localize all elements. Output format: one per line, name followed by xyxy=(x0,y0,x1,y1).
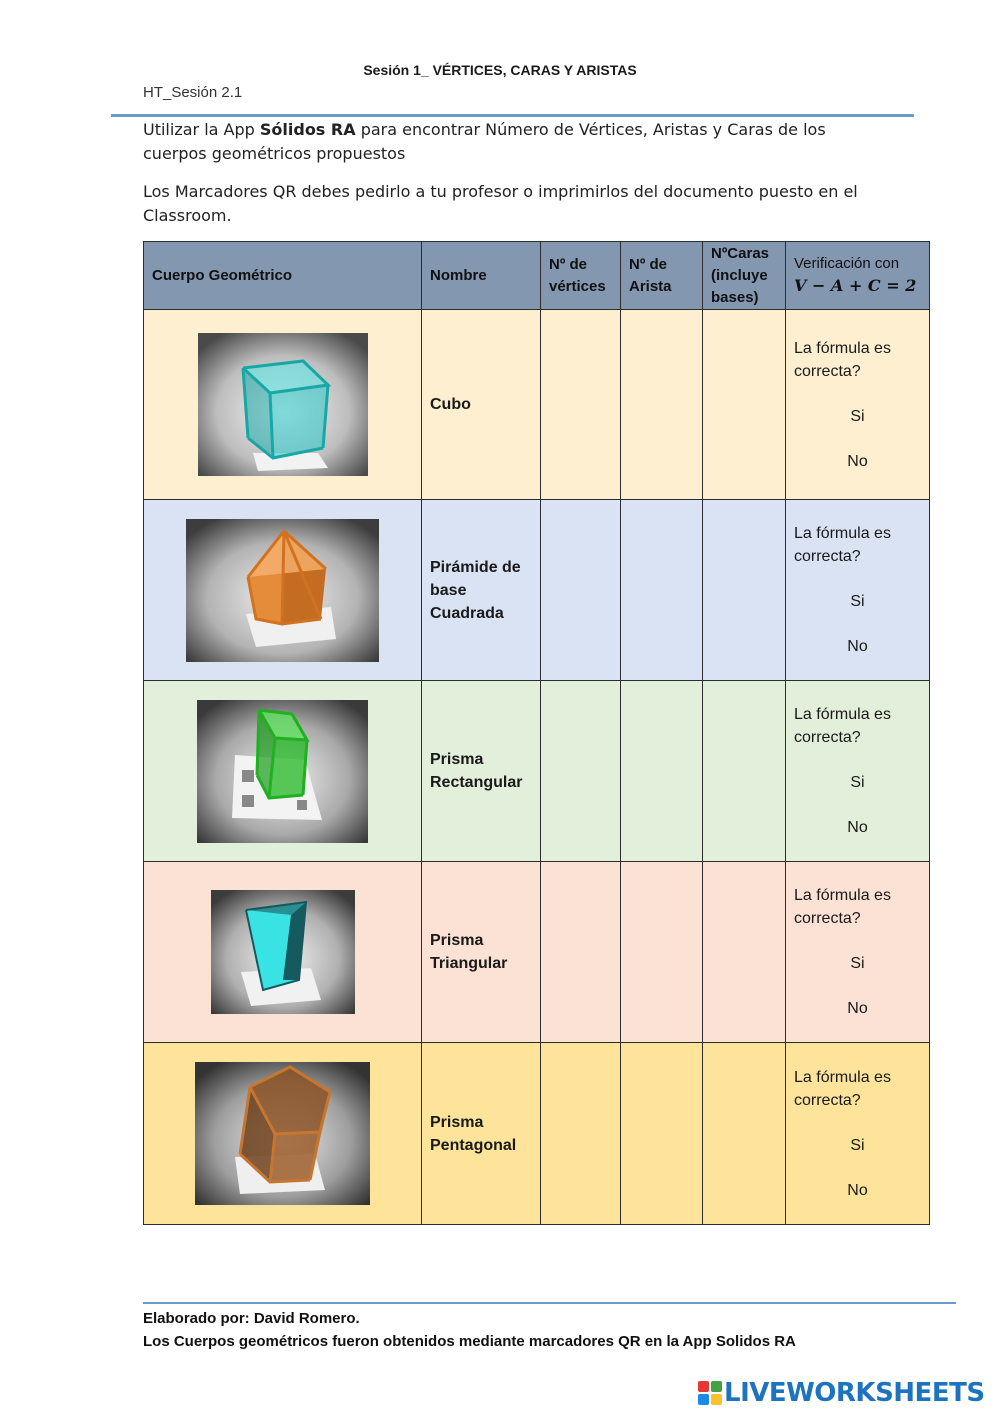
verification-question: La fórmula es correcta? xyxy=(794,339,891,380)
aristas-answer-cell[interactable] xyxy=(621,1043,703,1225)
header-cuerpo: Cuerpo Geométrico xyxy=(144,242,422,310)
verification-cell xyxy=(786,1043,930,1225)
footer-author: Elaborado por: David Romero. xyxy=(143,1310,360,1327)
aristas-answer-cell[interactable] xyxy=(621,500,703,681)
caras-answer-cell[interactable] xyxy=(703,500,786,681)
verification-cell xyxy=(786,681,930,862)
pentagonal-prism-image xyxy=(195,1062,370,1205)
vertices-answer-cell[interactable] xyxy=(541,681,621,862)
instruction-1 xyxy=(143,118,873,166)
rectangular-prism-image xyxy=(197,700,368,843)
verification-cell xyxy=(786,862,930,1043)
document-title: Sesión 1_ VÉRTICES, CARAS Y ARISTAS xyxy=(363,62,637,78)
header-nombre: Nombre xyxy=(422,242,541,310)
table-row xyxy=(144,681,930,862)
option-no[interactable]: No xyxy=(847,1181,868,1199)
header-vertices: Nº de vértices xyxy=(541,242,621,310)
vertices-answer-cell[interactable] xyxy=(541,310,621,500)
vertices-answer-cell[interactable] xyxy=(541,500,621,681)
instruction-1-post: para encontrar Número de Vértices, Aristas y Caras de los cuerpos geométricos propuestos xyxy=(143,120,826,163)
option-si[interactable]: Si xyxy=(850,407,865,425)
euler-formula: V − A + C = 2 xyxy=(794,276,917,295)
caras-answer-cell[interactable] xyxy=(703,1043,786,1225)
header-verificacion xyxy=(786,242,930,310)
cube-image xyxy=(198,333,368,476)
caras-answer-cell[interactable] xyxy=(703,310,786,500)
solid-name: Prisma Triangular xyxy=(422,862,541,1043)
option-no[interactable]: No xyxy=(847,1000,868,1017)
solid-image-cell xyxy=(144,862,422,1043)
solid-image-cell xyxy=(144,1043,422,1225)
header-verificacion-label: Verificación con xyxy=(794,255,900,272)
solid-name: Prisma Rectangular xyxy=(422,681,541,862)
aristas-answer-cell[interactable] xyxy=(621,310,703,500)
option-no[interactable]: No xyxy=(847,452,868,470)
option-no[interactable]: No xyxy=(847,819,868,836)
table-header-row xyxy=(144,242,930,310)
liveworksheets-brand[interactable] xyxy=(698,1378,985,1408)
footer-note: Los Cuerpos geométricos fueron obtenidos mediante marcadores QR en la App Solidos RA xyxy=(143,1333,796,1350)
verification-question: La fórmula es correcta? xyxy=(794,1068,891,1109)
solid-name: Pirámide de base Cuadrada xyxy=(422,500,541,681)
header-divider xyxy=(111,114,914,117)
instruction-1-pre: Utilizar la App xyxy=(143,120,260,139)
triangular-prism-image xyxy=(211,890,355,1014)
footer-divider xyxy=(143,1302,956,1304)
table-row xyxy=(144,862,930,1043)
option-si[interactable]: Si xyxy=(850,955,865,972)
header-caras: NºCaras (incluye bases) xyxy=(703,242,786,310)
aristas-answer-cell[interactable] xyxy=(621,862,703,1043)
caras-answer-cell[interactable] xyxy=(703,681,786,862)
verification-cell xyxy=(786,310,930,500)
table-row xyxy=(144,1043,930,1225)
solid-image-cell xyxy=(144,681,422,862)
caras-answer-cell[interactable] xyxy=(703,862,786,1043)
header-arista: Nº de Arista xyxy=(621,242,703,310)
table-row xyxy=(144,310,930,500)
solid-name: Cubo xyxy=(422,310,541,500)
solid-image-cell xyxy=(144,500,422,681)
solid-image-cell xyxy=(144,310,422,500)
square-pyramid-image xyxy=(186,519,379,662)
vertices-answer-cell[interactable] xyxy=(541,862,621,1043)
option-si[interactable]: Si xyxy=(850,1136,865,1154)
solid-name: Prisma Pentagonal xyxy=(422,1043,541,1225)
document-subtitle: HT_Sesión 2.1 xyxy=(143,84,243,101)
verification-question: La fórmula es correcta? xyxy=(794,887,891,927)
verification-cell xyxy=(786,500,930,681)
instruction-2: Los Marcadores QR debes pedirlo a tu profesor o imprimirlos del documento puesto en el Classroom. xyxy=(143,182,858,225)
verification-question: La fórmula es correcta? xyxy=(794,706,891,746)
brand-text: LIVEWORKSHEETS xyxy=(724,1378,985,1408)
app-name: Sólidos RA xyxy=(259,120,356,139)
verification-question: La fórmula es correcta? xyxy=(794,525,891,565)
aristas-answer-cell[interactable] xyxy=(621,681,703,862)
vertices-answer-cell[interactable] xyxy=(541,1043,621,1225)
liveworksheets-logo-icon xyxy=(698,1381,722,1405)
table-row xyxy=(144,500,930,681)
option-si[interactable]: Si xyxy=(850,774,865,791)
option-si[interactable]: Si xyxy=(850,593,865,610)
solids-table xyxy=(143,241,930,1225)
option-no[interactable]: No xyxy=(847,638,868,655)
